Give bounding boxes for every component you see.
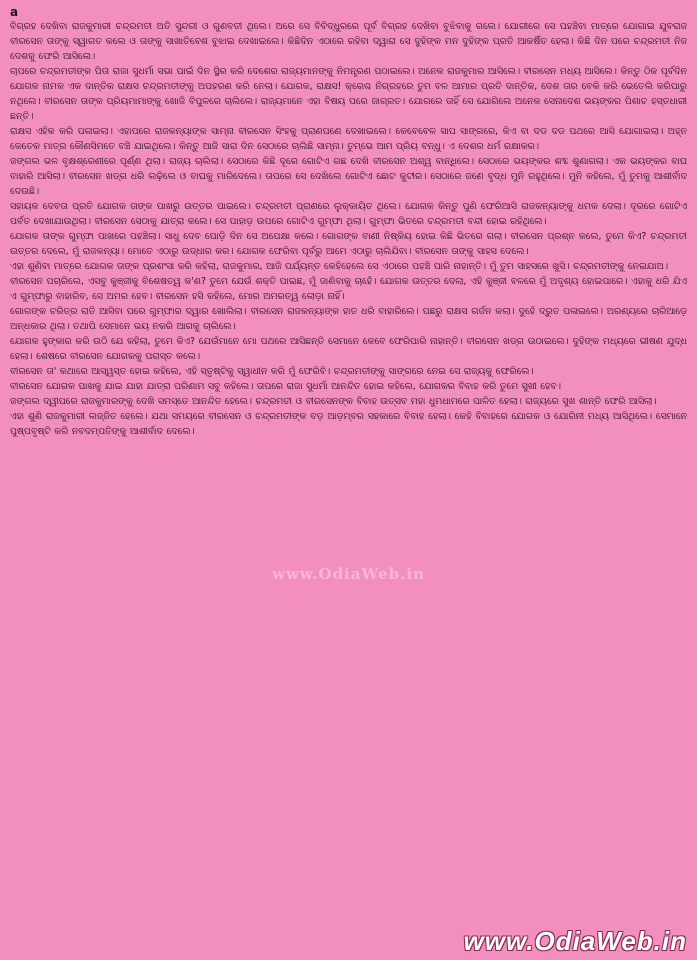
paragraph: ସହାୟକ ଦେବତା ପ୍ରତି ଯୋଗକ ତାଙ୍କ ପାଖରୁ ଉତ୍ତର ପାଇଲେ। ଚନ୍ଦ୍ରମତୀ ପ୍ରାଣରେ ଲୁକ୍କାୟିତ ଥିଲେ। ଯୋଗକ କିନ୍ତୁ ପୁଣି ଫେରିଆସି ରାଜକନ୍ୟାଙ୍କୁ ଧମକ ଦେଲା। ଦୂରରେ ଗୋଟିଏ ପର୍ବତ ଦେଖାଯାଉଥିଲା। ବୀରସେନ ସେଠାକୁ ଯାତ୍ରା କଲେ। ସେ ପାହାଡ଼ ଉପରେ ଗୋଟିଏ ଗୁମ୍ଫା ଥିଲା। ଗୁମ୍ଫା ଭିତରେ ଚନ୍ଦ୍ରମତୀ ବନ୍ଦୀ ହୋଇ ରହିଥିଲେ। bbox=[10, 201, 687, 227]
paragraph: ବୀରସେନ ଯୋଗକ ପାଖକୁ ଯାଇ ଯାହା ଯାତ୍ରା ପରିଣାମ ସବୁ କହିଲେ। ତାପରେ ରାଜା ସୁଧର୍ମା ଆନନ୍ଦିତ ହୋଇ କହିଲେ, ଯୋଗକର ବିବାହ କରି ତୁମେ ସୁଖୀ ହେବ। bbox=[10, 381, 562, 392]
article-body bbox=[10, 19, 687, 439]
paragraph: ବିଗ୍ରହ ଦେଖିବା ରାଜକୁମାରୀ ଚନ୍ଦ୍ରମତୀ ଅତି ସୁନ୍ଦରୀ ଓ ଗୁଣବତୀ ଥିଲେ। ଅରେ ସେ ବିବିଦ୍ଧୁରରେ ପୂର୍ବ ବିଗ୍ରହ ଦେଖିବା ବୁଝିବାକୁ ଗଲେ। ଯୋଗୀରେ ସେ ପହଞ୍ଚିବା ମାତ୍ରେ ଯୋଗାଇ ଯୁବରାଜ ବୀରସେନ ତାଙ୍କୁ ସ୍ୱାଗତ କଲେ ଓ ତାଙ୍କୁ ସାଖାତିବେଶ ବୁଝାଇ ଦେଖାଇଲେ। କିଛିଦିନ ଏଠାରେ ରହିବା ଦ୍ୱାରା ସେ ଦୁହିଙ୍କ ମନ ଦୁହିଙ୍କ ପ୍ରତି ଆକର୍ଷିତ ହେଲା। କିଛି ଦିନ ପରେ ଚନ୍ଦ୍ରମତୀ ନିଜ ଦେଶକୁ ଫେରି ଆସିଲେ। bbox=[10, 21, 687, 62]
paragraph: ରାକ୍ଷସ ଏହିକ କରି ପଳାଇଲା। ଏହାପରେ ରାଜକନ୍ୟାଙ୍କ ସାମ୍ନା ବୀରସେନ ସିଂହକୁ ପ୍ରାଣପଣେ ଦେଖାଇଲେ। କେବେବେଳ ସାପ ସାଙ୍ଗରେ, କିଏ ବା ଦଡ ଦଡ ପଥରେ ଆସି ଯୋଗାଇଲା। ଅହ୍ନ କେତେକ ମାତ୍ର କୌଣସିମତେ ବଞ୍ଚି ଯାଇଥିଲେ। କିନ୍ତୁ ଆଜି ସାରା ଦିନ ସେଠାରେ ଚାଲିଛି ସାମ୍ନା। ତୁମ୍ଭେ ଆମ ପ୍ରିୟ ବନ୍ଧୁ। ଏ ଦେଶର ଧର୍ମ ରକ୍ଷାକର। bbox=[10, 126, 687, 152]
paragraph: ଏହା ଶୁଣିବା ମାତ୍ରେ ଯୋଗକ ତାଙ୍କ ପ୍ରଶଂସା କରି କହିଲା, ରାଜକୁମାର, ଆଜି ପର୍ଯ୍ୟନ୍ତ କେହିହେଲେ ସେ ଏଠାରେ ପହଞ୍ଚି ପାରି ନାହାନ୍ତି। ମୁଁ ତୁମ ସାହସରେ ଖୁସି। ଚନ୍ଦ୍ରମତୀଙ୍କୁ ନେଇଯାଅ। bbox=[10, 261, 669, 272]
page-mark: a bbox=[10, 5, 19, 19]
paragraph: ଜଙ୍ଗଲ ଭଳ ବୃକ୍ଷଶ୍ରେଣୀରେ ପୂର୍ଣ୍ଣ ଥିଲା। ରାଜ୍ୟ ଚାଲିଲା। ସେଠାରେ କିଛି ଦୂରେ ଗୋଟିଏ ଗଛ ଦେଖି ବୀରସେନ ଅଶ୍ୱ ବାନ୍ଧିଲେ। ସେଠାରେ ଭୟଙ୍କର ଶବ୍ଦ ଶୁଣାଗଲା। ଏକ ଭୟଙ୍କର ବାଘ ବାହାରି ଆସିଲା। ବୀରସେନ ଖଡ୍ଗ ଧରି ଲଢ଼ିଲେ ଓ ବାଘକୁ ମାରିଦେଲେ। ତାପରେ ସେ ଦେଖିଲେ ଗୋଟିଏ ଛୋଟ କୁଟୀର। ସେଠାରେ ଜଣେ ବୃଦ୍ଧ ମୁନି ରହୁଥିଲେ। ମୁନି କହିଲେ, ମୁଁ ତୁମକୁ ଆଶୀର୍ବାଦ ଦେଉଛି। bbox=[10, 156, 687, 197]
paragraph: ଯୋଗକ ତାଙ୍କ ଗୁମ୍ଫା ପାଖରେ ପହଞ୍ଚିଲା। ସାଧୁ ଦେବ ପୋଡ଼ି ଦିନ ସେ ଅପେକ୍ଷା କଲେ। ଗୋଗଙ୍କ ବାଣୀ ନିଷ୍କିୟ ହୋଇ କିଛି ଭିତରେ ଗଲା। ବୀରସେନ ପ୍ରଶ୍ନ କଲେ, ତୁମେ କିଏ? ଚନ୍ଦ୍ରମତୀ ଉତ୍ତର ଦେଲେ, ମୁଁ ରାଜକନ୍ୟା। ମୋତେ ଏଠାରୁ ଉଦ୍ଧାର କର। ଯୋଗକ ଫେରିବା ପୂର୍ବରୁ ଆମେ ଏଠାରୁ ଚାଲିଯିବା। ବୀରସେନ ତାଙ୍କୁ ସାହସ ଦେଲେ। bbox=[10, 231, 687, 257]
paragraph: ବୀରସେନ ପଚାରିଲେ, ଏସବୁ କୁଞ୍ଜୀକୁ ବିଶେଷତ୍ୱ କ'ଣ? ତୁମେ ଯେଉଁ ଶକ୍ତି ପାଇଛ, ମୁଁ ଜାଣିବାକୁ ଚାହେଁ। ଯୋଗକ ଉତ୍ତର ଦେଲା, ଏହି କୁଞ୍ଜୀ ବଳରେ ମୁଁ ଅଦୃଶ୍ୟ ହୋଇପାରେ। ଏହାକୁ ଧରି ଯିଏ ଏ ଗୁମ୍ଫାରୁ ବାହାରିବ, ସେ ଅମର ହେବ। ବୀରସେନ ହସି କହିଲେ, ମୋର ଅମରତ୍ୱ ଲୋଡ଼ା ନାହିଁ। bbox=[10, 276, 687, 302]
paragraph: ଜଙ୍ଗଲ ଦ୍ୱୀପରେ ରାଜକୁମାରଙ୍କୁ ଦେଖି ସମସ୍ତେ ଆନନ୍ଦିତ ହେଲେ। ଚନ୍ଦ୍ରମତୀ ଓ ବୀରସେନଙ୍କ ବିବାହ ଉତ୍ସବ ମହା ଧୁମଧାମରେ ପାଳିତ ହେଲା। ରାଜ୍ୟରେ ସୁଖ ଶାନ୍ତି ଫେରି ଆସିଲା। bbox=[10, 396, 657, 407]
paragraph: ଏହା ଶୁଣି ରାଜକୁମାରୀ ଲଜ୍ଜିତ ହେଲେ। ଯଥା ସମୟରେ ବୀରସେନ ଓ ଚନ୍ଦ୍ରମତୀଙ୍କ ବଡ଼ ଆଡ଼ମ୍ବର ସହକାରେ ବିବାହ ହେଲା। କେହି ବିବାହରେ ଯୋଗକ ଓ ଯୋଗିନୀ ମଧ୍ୟ ଆସିଥିଲେ। ସେମାନେ ପୁଷ୍ପବୃଷ୍ଟି କରି ନବଦମ୍ପତିଙ୍କୁ ଆଶୀର୍ବାଦ ଦେଲେ। bbox=[10, 411, 687, 437]
watermark: www.OdiaWeb.in bbox=[272, 565, 425, 583]
paragraph: ବୀରସେନ ତା' କଥାରେ ଆସ୍ୱସ୍ତ ହୋଇ କହିଲେ, ଏହି ସ୍ତୃଷ୍ଟିକୁ ସ୍ୱାଧୀନ କରି ମୁଁ ଫେରିବି। ଚନ୍ଦ୍ରମତୀଙ୍କୁ ସାଙ୍ଗରେ ନେଇ ସେ ରାଜ୍ୟକୁ ଫେରିଲେ। bbox=[10, 366, 534, 377]
paragraph: ଚାପରେ ଚନ୍ଦ୍ରମତୀଙ୍କ ପିତା ରାଜା ସୁଧର୍ମା ସଭା ପାଇଁ ଦିନ ସ୍ଥିର କରି ଦେଶେର ରାଜ୍ୟମାନଙ୍କୁ ନିମନ୍ତ୍ରଣ ପଠାଇଲେ। ଅନେକ ରାଜକୁମାର ଆସିଲେ। ବୀରସେନ ମଧ୍ୟ ଆସିଲେ। କିନ୍ତୁ ଠିକ ପୂର୍ବଦିନ ଯୋଗକ ନାମକ ଏକ ଦାନ୍ତିକ ରାକ୍ଷସ ଚନ୍ଦ୍ରମତୀଙ୍କୁ ଅପହରଣ କରି ନେଲା। ଯୋଗକ, ରାକ୍ଷସ! କ୍ରେଶ୍ଚ ନିଗ୍ରହରେ ତୁମ ବଳ ଆମାର ପ୍ରତି ଦାନ୍ତିକ, ଦେଶ ତାର ବେକି କରି ଭେତେଲି କରିପାରୁ ନଥିଲେ। ବୀରସେନ ତାଙ୍କ ପ୍ରିୟମାମାଙ୍କୁ ଖୋଜି ବିପୁଳରେ ଚାଲିଲେ। ରାଜ୍ୟମାନେ ଏହା ବିଷୟ ପରେ ଜାଗ୍ରତ। ଯୋଗରେ ତାହିଁ ସେ ଯୋଗିଲେ ଅନେକ ସେନାଦେଶ ଭୟଙ୍କର ପିଶାଚ ହସ୍ତଧାରୀ ଛନ୍ତି। bbox=[10, 66, 687, 122]
paragraph: ଗୋଗଙ୍କ ଚରିତ୍ର ରାତି ଆସିବା ପରେ ଗୁମ୍ଫାର ଦ୍ୱାର ଖୋଲିଲା। ବୀରସେନ ରାଜକନ୍ୟାଙ୍କ ହାତ ଧରି ବାହାରିଲେ। ପଛରୁ ରାକ୍ଷସ ଗର୍ଜନ କଲା। ଦୁହେଁ ଦ୍ରୁତ ପଳାଇଲେ। ଅରଣ୍ୟରେ ଚାରିଆଡ଼େ ଅନ୍ଧକାର ଥିଲା। ତଥାପି ସେମାନେ ଭୟ ନକରି ଆଗକୁ ଚାଲିଲେ। bbox=[10, 306, 687, 332]
paragraph: ଯୋଗକ ହୁଙ୍କାର କରି ଉଠି ଯେ କହିଲା, ତୁମେ କିଏ? ଯେଉଁମାନେ ମୋ ପଥରେ ଆସିଛନ୍ତି ସେମାନେ କେବେ ଫେରିପାରି ନାହାନ୍ତି। ବୀରସେନ ଖଡ୍ଗ ଉଠାଇଲେ। ଦୁହିଙ୍କ ମଧ୍ୟରେ ଭୀଷଣ ଯୁଦ୍ଧ ହେଲା। ଶେଷରେ ବୀରସେନ ଯୋଗକକୁ ପରାସ୍ତ କଲେ। bbox=[10, 336, 687, 362]
site-brand-link[interactable]: www.OdiaWeb.in bbox=[463, 926, 687, 956]
